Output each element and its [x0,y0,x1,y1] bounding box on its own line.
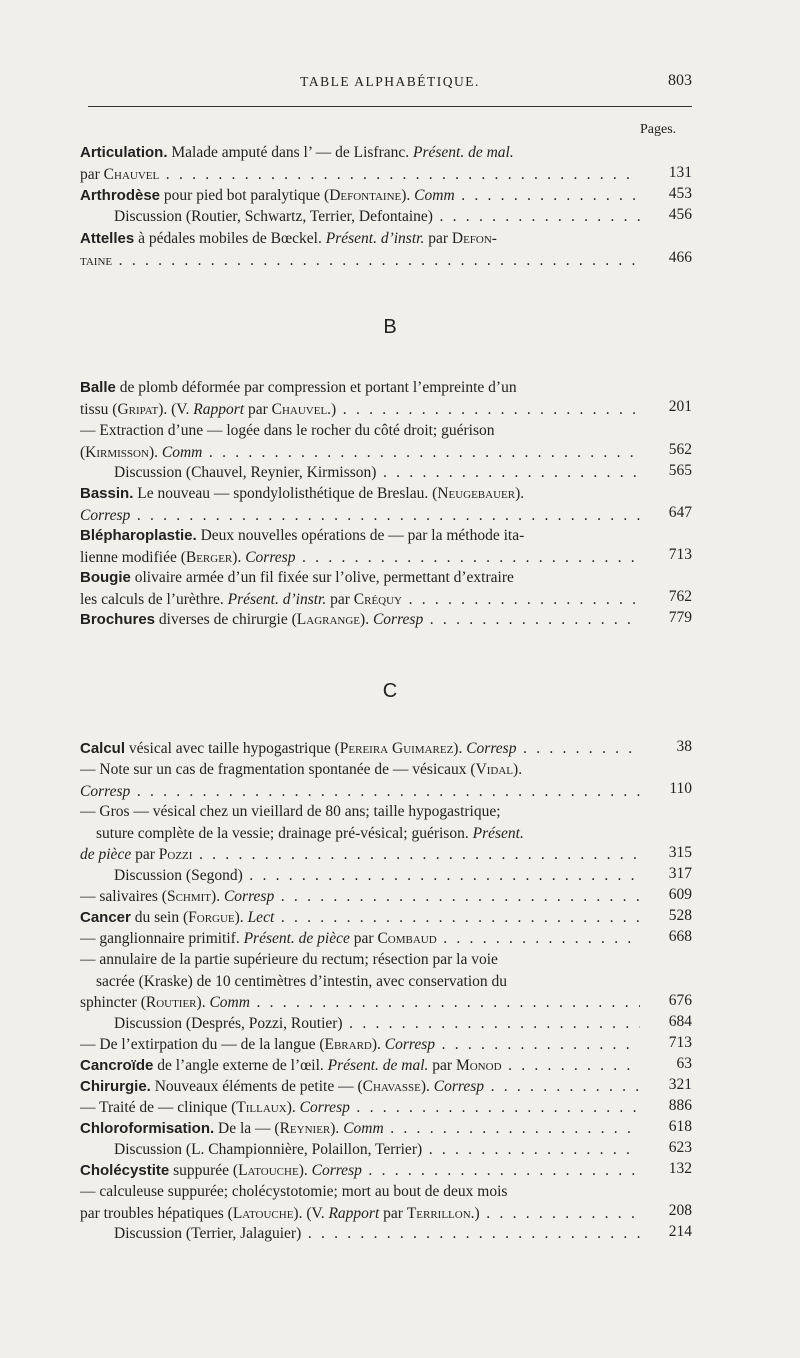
page-ref: 684 [668,1013,692,1030]
index-entry: Arthrodèse pour pied bot paralytique (Defontaine). Comm . . . [80,185,640,207]
running-title: TABLE ALPHABÉTIQUE. [300,74,480,89]
index-entry: Articulation. Malade amputé dans l’ — de Lisfranc. Présent. de mal. par Chauvel . . . [80,142,640,185]
index-entry: — De l’extirpation du — de la langue (Ebrard). Corresp . . . [80,1034,640,1056]
page-ref: 713 [668,1034,692,1051]
index-entry: Brochures diverses de chirurgie (Lagrange). Corresp . . . [80,609,640,631]
running-header [88,74,692,98]
page-ref: 565 [668,462,692,479]
page-ref: 317 [668,865,692,882]
pages-column-label: Pages. [640,122,677,137]
page-ref: 38 [676,738,692,755]
page-ref: 713 [668,546,692,563]
page-ref: 453 [668,185,692,202]
index-entry: — Note sur un cas de fragmentation spontanée de — vésicaux (Vidal). Corresp . . . [80,759,640,802]
index-entry: Blépharoplastie. Deux nouvelles opérations de — par la méthode ita- lienne modifiée (Berger). Corresp . . . [80,525,640,568]
index-entry: Bassin. Le nouveau — spondylolisthétique de Breslau. (Neugebauer). Corresp . . . [80,483,640,526]
page-ref: 321 [668,1076,692,1093]
index-entry: — Gros — vésical chez un vieillard de 80 ans; taille hypogastrique; suture complète de la vessie; drainage pré-vésical; guérison. Présent. de pièce par Pozzi . . . [80,801,640,866]
page-ref: 131 [668,164,692,181]
page-ref: 623 [668,1139,692,1156]
index-entry: Attelles à pédales mobiles de Bœckel. Présent. d’instr. par Defon- taine . . . [80,228,640,271]
index-entry: Cancer du sein (Forgue). Lect . . . [80,907,640,929]
index-entry: Discussion (Terrier, Jalaguier) . . . [114,1223,640,1245]
index-entry: Discussion (L. Championnière, Polaillon, Terrier) . . . [114,1139,640,1161]
page-ref: 668 [668,928,692,945]
index-entry: — Extraction d’une — logée dans le rocher du côté droit; guérison (Kirmisson). Comm . . . [80,420,640,463]
index-entry: Bougie olivaire armée d’un fil fixée sur l’olive, permettant d’extraire les calculs de l’urèthre. Présent. d’instr. par Créquy . . . [80,567,640,610]
index-entry: — calculeuse suppurée; cholécystotomie; mort au bout de deux mois par troubles hépatiques (Latouche). (V. Rapport par Terrillon.) . . . [80,1181,640,1224]
index-entry: — salivaires (Schmit). Corresp . . . [80,886,640,908]
page-ref: 110 [669,780,692,797]
page-ref: 609 [668,886,692,903]
page-ref: 63 [676,1055,692,1072]
index-entry: Cholécystite suppurée (Latouche). Corresp . . . [80,1160,640,1182]
index-entry: Calcul vésical avec taille hypogastrique (Pereira Guimarez). Corresp . . . [80,738,640,760]
index-entry: Chloroformisation. De la — (Reynier). Comm . . . [80,1118,640,1140]
index-entry: — Traité de — clinique (Tillaux). Corresp . . . [80,1097,640,1119]
page-ref: 201 [668,398,692,415]
page-ref: 466 [668,249,692,266]
index-entry: — annulaire de la partie supérieure du rectum; résection par la voie sacrée (Kraske) de 10 centimètres d’intestin, avec conservation du sphincter (Routier). Comm . . . [80,949,640,1014]
page-ref: 132 [668,1160,692,1177]
page-ref: 618 [668,1118,692,1135]
header-rule [88,106,692,107]
page-ref: 315 [668,844,692,861]
index-entry: Discussion (Routier, Schwartz, Terrier, Defontaine) . . . [114,206,640,228]
page-ref: 676 [668,992,692,1009]
index-entry: Balle de plomb déformée par compression et portant l’empreinte d’un tissu (Gripat). (V. Rapport par Chauvel.) . . . [80,377,640,420]
section-heading-b: B [383,316,397,338]
index-entry: Discussion (Chauvel, Reynier, Kirmisson) . . . [114,462,640,484]
page-number: 803 [668,72,692,89]
section-heading-c: C [382,680,398,702]
index-entry: — ganglionnaire primitif. Présent. de pièce par Combaud . . . [80,928,640,950]
index-entry: Discussion (Després, Pozzi, Routier) . . . [114,1013,640,1035]
page-ref: 886 [668,1097,692,1114]
page-ref: 208 [668,1202,692,1219]
page-ref: 647 [668,504,692,521]
index-entry: Cancroïde de l’angle externe de l’œil. Présent. de mal. par Monod . . . [80,1055,640,1077]
page-ref: 762 [668,588,692,605]
page-ref: 456 [668,206,692,223]
page-ref: 779 [668,609,692,626]
index-entry: Discussion (Segond) . . . [114,865,640,887]
page-ref: 214 [668,1223,692,1240]
index-entry: Chirurgie. Nouveaux éléments de petite — (Chavasse). Corresp . . . [80,1076,640,1098]
page-ref: 562 [668,441,692,458]
page-ref: 528 [668,907,692,924]
